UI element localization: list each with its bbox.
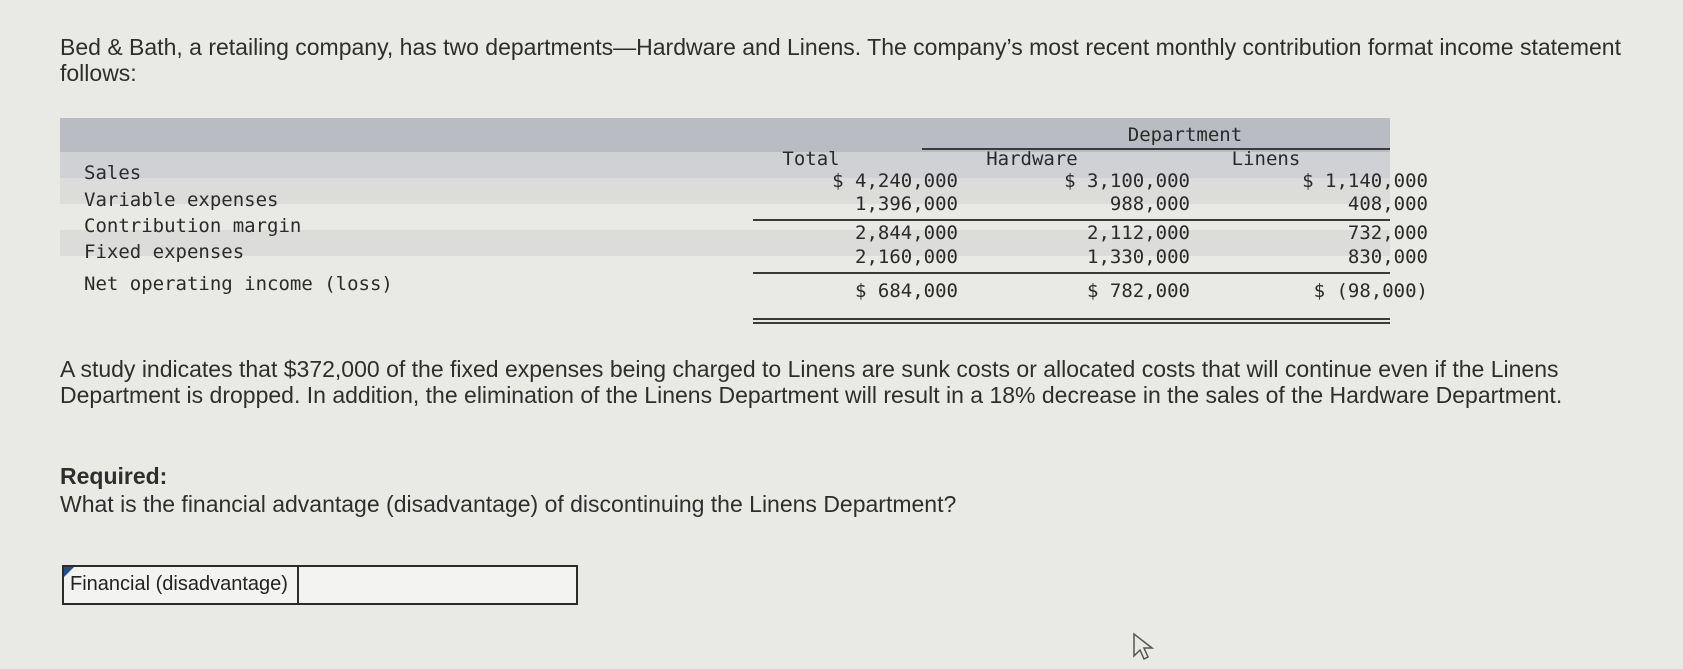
sales-hardware: $ 3,100,000	[1064, 170, 1190, 192]
net-operating-income-total: $ 684,000	[855, 280, 958, 302]
contribution-margin-linens: 732,000	[1347, 222, 1428, 244]
required-section	[60, 462, 1260, 518]
net-operating-income-hardware: $ 782,000	[1087, 280, 1190, 302]
double-rule-bottom	[753, 322, 1390, 324]
row-label-sales: Sales	[84, 162, 142, 184]
sales-total: $ 4,240,000	[832, 170, 958, 192]
row-label-variable-expenses: Variable expenses	[84, 189, 279, 211]
net-operating-income-linens: $ (98,000)	[1313, 280, 1428, 302]
intro-text: Bed & Bath, a retailing company, has two departments—Hardware and Linens. The company’s most recent monthly contribution format income statement follows:	[60, 34, 1621, 86]
required-question: What is the financial advantage (disadvantage) of discontinuing the Linens Department?	[60, 491, 957, 517]
variable-expenses-hardware: 988,000	[1109, 193, 1190, 215]
total-rule	[753, 272, 1390, 274]
row-label-net-operating-income: Net operating income (loss)	[84, 273, 393, 295]
contribution-margin-hardware: 2,112,000	[1087, 222, 1190, 244]
row-label-fixed-expenses: Fixed expenses	[84, 241, 245, 263]
sales-linens: $ 1,140,000	[1302, 170, 1428, 192]
answer-row	[62, 565, 578, 605]
required-heading: Required:	[60, 463, 168, 489]
contribution-margin-total: 2,844,000	[855, 222, 958, 244]
subtotal-rule	[753, 219, 1390, 221]
column-header-hardware: Hardware	[986, 148, 1078, 170]
study-paragraph: A study indicates that $372,000 of the fixed expenses being charged to Linens are sunk costs or allocated costs that will continue even if the Linens Department is dropped. In addition, the elimination of the Linens Department will result in a 18% decrease in the sales of the Hardware Department.	[60, 356, 1563, 408]
mouse-pointer-icon	[1132, 632, 1154, 662]
fixed-expenses-hardware: 1,330,000	[1087, 246, 1190, 268]
fixed-expenses-total: 2,160,000	[855, 246, 958, 268]
column-header-linens: Linens	[1231, 148, 1301, 170]
answer-input[interactable]	[299, 567, 576, 603]
variable-expenses-total: 1,396,000	[855, 193, 958, 215]
variable-expenses-linens: 408,000	[1347, 193, 1428, 215]
row-label-contribution-margin: Contribution margin	[84, 215, 302, 237]
fixed-expenses-linens: 830,000	[1347, 246, 1428, 268]
column-header-total: Total	[782, 148, 840, 170]
department-header: Department	[1127, 124, 1243, 146]
double-rule-top	[753, 318, 1390, 320]
income-statement	[60, 118, 1428, 328]
answer-label: Financial (disadvantage)	[64, 567, 299, 603]
